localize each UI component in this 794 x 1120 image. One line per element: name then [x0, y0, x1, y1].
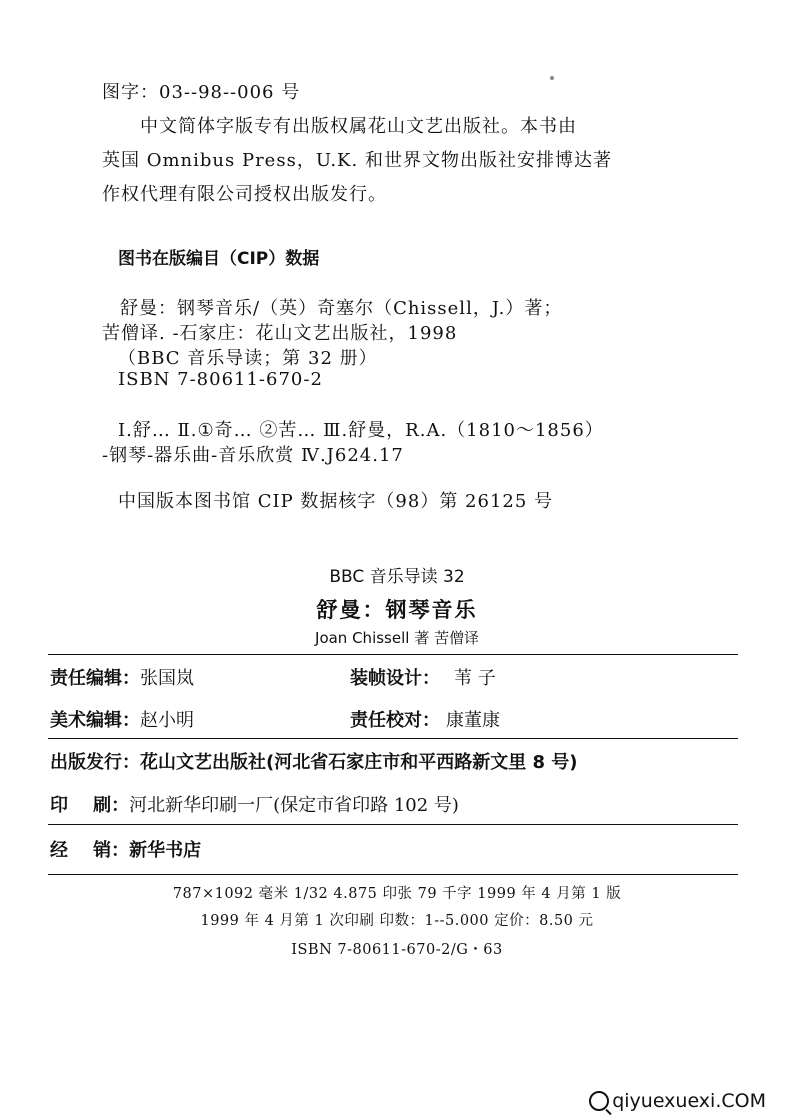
print-label: 印 刷： [50, 795, 130, 816]
credit-editor [50, 664, 194, 690]
proof-label: 责任校对： [350, 710, 440, 731]
copyright-line-2: 英国 Omnibus Press，U.K. 和世界文物出版社安排博达著 [102, 150, 612, 171]
site-watermark [589, 1090, 766, 1112]
scan-speck [550, 76, 554, 80]
credit-art [50, 706, 194, 732]
credit-proof [350, 706, 500, 732]
spec-isbn: ISBN 7-80611-670-2/G・63 [291, 942, 503, 958]
copyright-line-1: 中文简体字版专有出版权属花山文艺出版社。本书由 [140, 116, 577, 137]
license-number: 图字：03--98--006 号 [102, 82, 301, 103]
cip-line-6: -钢琴-器乐曲-音乐欣赏 Ⅳ.J624.17 [102, 445, 404, 466]
editor-name: 张国岚 [140, 668, 194, 689]
print-name: 河北新华印刷一厂(保定市省印路 102 号) [129, 795, 459, 816]
divider-middle [48, 738, 738, 739]
cip-line-3: （BBC 音乐导读；第 32 册） [118, 348, 378, 369]
art-name: 赵小明 [140, 710, 194, 731]
dist-name: 新华书店 [129, 840, 202, 861]
dist-label: 经 销： [50, 840, 130, 861]
divider-lower [48, 824, 738, 825]
book-title: 舒曼：钢琴音乐 [316, 598, 478, 622]
publisher-label: 出版发行： [50, 752, 140, 773]
credit-print [50, 791, 459, 817]
publisher-name: 花山文艺出版社(河北省石家庄市和平西路新文里 8 号) [140, 752, 578, 773]
art-label: 美术编辑： [50, 710, 140, 731]
credit-distribution [50, 836, 201, 862]
cip-line-1: 舒曼：钢琴音乐/（英）奇塞尔（Chissell，J.）著； [120, 298, 563, 319]
series-title: BBC 音乐导读 32 [329, 567, 465, 587]
watermark-logo-icon [589, 1091, 609, 1111]
credit-design [350, 664, 496, 690]
watermark-text: qiyuexuexi.COM [612, 1090, 766, 1112]
editor-label: 责任编辑： [50, 668, 140, 689]
design-label: 装帧设计： [350, 668, 440, 689]
design-name: 苇 子 [454, 668, 496, 689]
divider-bottom [48, 874, 738, 875]
cip-title: 图书在版编目（CIP）数据 [118, 249, 320, 269]
cip-line-5: Ⅰ.舒… Ⅱ.①奇… ②苦… Ⅲ.舒曼，R.A.（1810～1856） [118, 420, 604, 441]
spec-line-1: 787×1092 毫米 1/32 4.875 印张 79 千字 1999 年 4 月第 1 版 [172, 886, 622, 902]
cip-verify-number: 中国版本图书馆 CIP 数据核字（98）第 26125 号 [118, 491, 554, 512]
cip-line-4: ISBN 7-80611-670-2 [118, 369, 323, 390]
credit-publisher [50, 748, 578, 774]
proof-name: 康董康 [446, 710, 500, 731]
cip-line-2: 苦僧译. -石家庄：花山文艺出版社，1998 [102, 323, 458, 344]
spec-line-2: 1999 年 4 月第 1 次印刷 印数：1--5.000 定价：8.50 元 [200, 913, 594, 929]
book-authors: Joan Chissell 著 苦僧译 [315, 629, 479, 647]
copyright-line-3: 作权代理有限公司授权出版发行。 [102, 184, 387, 205]
divider-top [48, 654, 738, 655]
